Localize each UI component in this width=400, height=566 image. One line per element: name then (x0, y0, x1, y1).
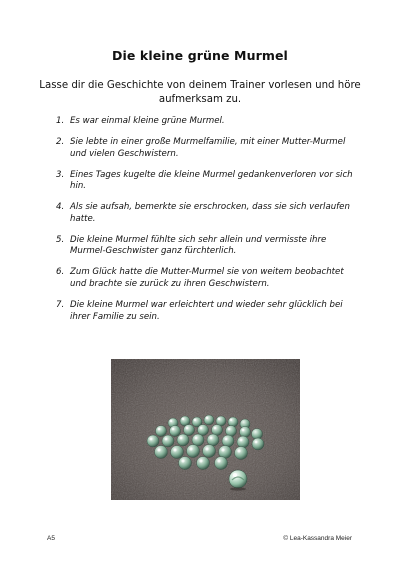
intro-text: Lasse dir die Geschichte von deinem Trainer vorlesen und höre aufmerksam zu. (39, 80, 361, 105)
step-number: 1. (56, 116, 65, 126)
list-item (56, 202, 356, 225)
list-item (56, 267, 356, 290)
step-text: Die kleine Murmel war erleichtert und wieder sehr glücklich bei ihrer Familie zu sein. (70, 300, 343, 322)
step-number: 5. (56, 234, 65, 245)
step-text: Als sie aufsah, bemerkte sie erschrocken, dass sie sich verlaufen hatte. (70, 202, 350, 224)
story-steps-list (56, 116, 356, 333)
step-text: Es war einmal kleine grüne Murmel. (70, 116, 225, 126)
footer-format: A5 (47, 535, 55, 542)
page-title: Die kleine grüne Murmel (112, 48, 288, 63)
step-number: 6. (56, 267, 65, 278)
list-item (56, 116, 356, 128)
marbles-photo (111, 359, 300, 500)
list-item (56, 170, 356, 193)
marbles-illustration (111, 359, 300, 500)
step-number: 4. (56, 202, 65, 213)
step-text: Die kleine Murmel fühlte sich sehr allein und vermisste ihre Murmel-Geschwister ganz fürchterlich. (70, 234, 327, 257)
list-item (56, 300, 356, 323)
list-item (56, 235, 356, 258)
step-number: 3. (56, 169, 65, 180)
step-text: Zum Glück hatte die Mutter-Murmel sie von weitem beobachtet und brachte sie zurück zu ihren Geschwistern. (70, 267, 344, 289)
list-item (56, 137, 356, 160)
step-text: Sie lebte in einer große Murmelfamilie, mit einer Mutter-Murmel und vielen Geschwistern. (70, 137, 346, 159)
footer-copyright: © Lea-Kassandra Meier (283, 535, 352, 542)
step-number: 7. (56, 300, 65, 311)
step-text: Eines Tages kugelte die kleine Murmel gedankenverloren vor sich hin. (70, 169, 353, 192)
step-number: 2. (56, 137, 65, 148)
